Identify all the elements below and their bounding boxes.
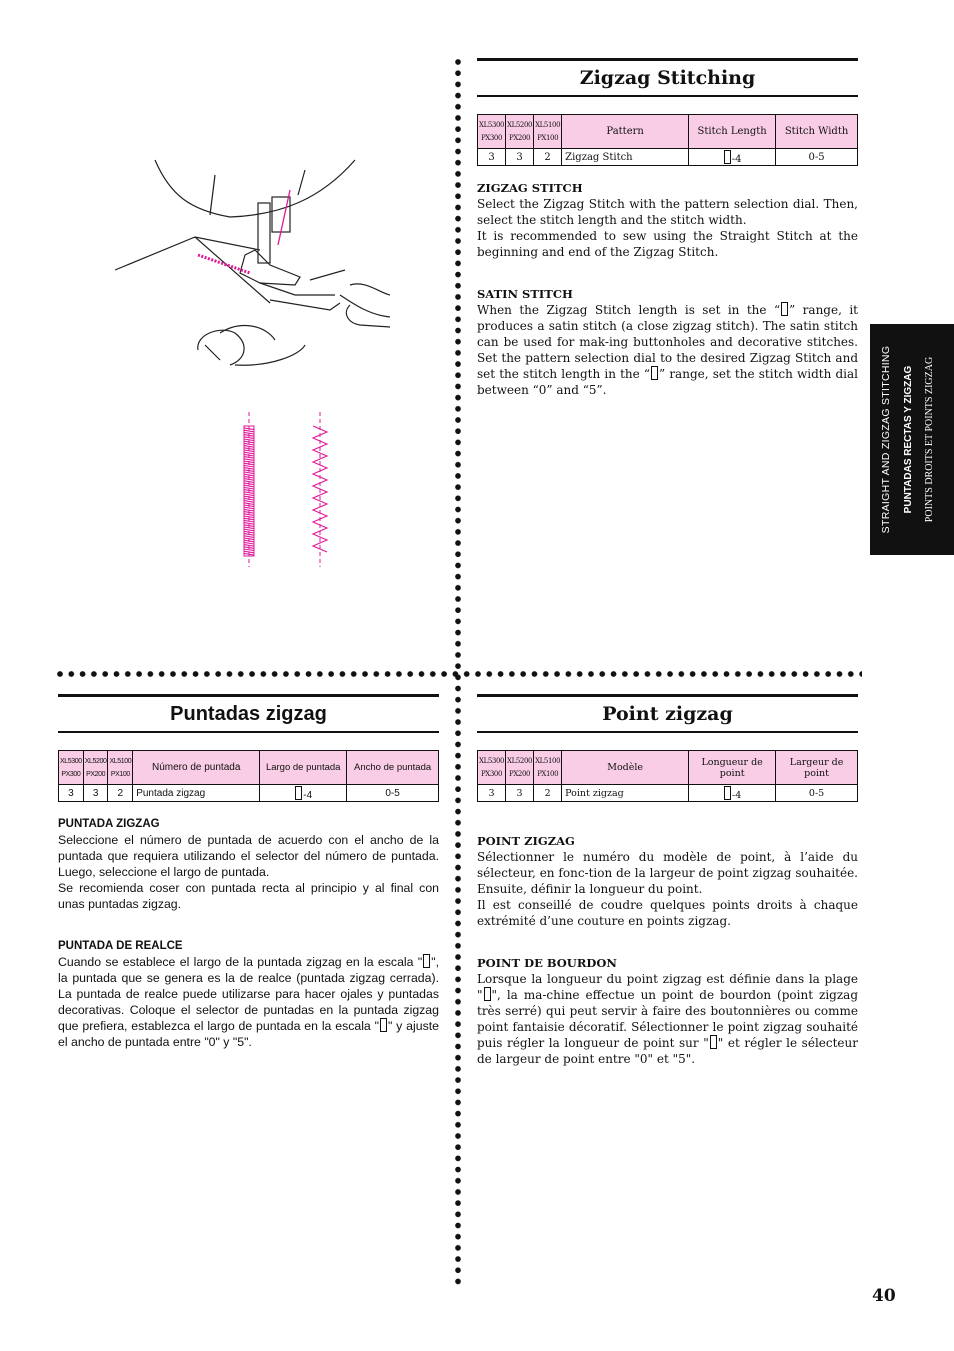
body-text: When the Zigzag Stitch length is set in the “ ” range, it produces a satin stitch (a close zigzag stitch). The satin stitch can be used for mak-ing buttonholes and decorative stitches. Set the pattern selection dial to the desired Zigzag Stitch and set the stitch length in the “ ” range, set the stitch width dial between “0” and “5”. — [477, 303, 859, 397]
stitch-table — [477, 114, 858, 166]
horizontal-dotted-divider — [56, 670, 862, 678]
pattern-header: Pattern — [562, 115, 689, 149]
page-number: 40 — [872, 1286, 896, 1306]
table-cell: 0-5 — [776, 149, 858, 166]
table-cell: -4 — [689, 149, 776, 166]
model-header: XL5300 PX300 — [478, 115, 506, 149]
body-text: Lorsque la longueur du point zigzag est définie dans la plage " ", la ma-chine effectue un point de bourdon (point zigzag très serré) qui peut servir à faire des boutonnières ou comme point fantaisie décoratif. Sélectionner le point zigzag souhaité puis régler la longueur de point sur " " et régler le sélecteur de largeur de point entre "0" et "5". — [477, 972, 858, 1066]
chapter-side-tab — [870, 324, 954, 555]
satin-range-icon — [724, 150, 731, 164]
table-cell: Zigzag Stitch — [562, 149, 689, 166]
tab-line-french: POINTS DROITS ET POINTS ZIGZAG — [924, 356, 935, 523]
table-cell: 3 — [506, 149, 534, 166]
table-cell: 2 — [534, 785, 562, 802]
subheading: PUNTADA ZIGZAG — [58, 818, 160, 830]
spanish-section — [58, 694, 439, 1050]
satin-stitch-line — [244, 459, 254, 461]
tab-line-spanish: PUNTADAS RECTAS Y ZIGZAG — [903, 365, 914, 514]
section-title: Puntadas zigzag — [170, 703, 327, 725]
model-header: XL5200 PX200 — [83, 751, 108, 785]
satin-stitch-line — [244, 507, 254, 509]
model-header: XL5200 PX200 — [506, 115, 534, 149]
satin-stitch-line — [244, 501, 254, 503]
table-cell: 3 — [506, 785, 534, 802]
satin-range-icon — [710, 1035, 717, 1049]
section-title: Zigzag Stitching — [579, 67, 756, 89]
pattern-header: Número de puntada — [133, 751, 260, 785]
model-header: XL5100 PX100 — [534, 751, 562, 785]
satin-stitch-line — [244, 514, 254, 516]
satin-range-icon — [380, 1018, 387, 1032]
model-header: XL5300 PX300 — [59, 751, 84, 785]
satin-range-icon — [781, 302, 788, 316]
satin-stitch-line — [244, 446, 254, 448]
body-text: Seleccione el número de puntada de acuerdo con el ancho de la puntada que requiera utilizando el selector del número de puntada. Luego, seleccione el largo de puntada. Se recomienda coser con puntada recta al principio y al final con unas puntadas zigzag. — [58, 833, 439, 911]
table-cell: 2 — [534, 149, 562, 166]
satin-range-icon — [651, 366, 658, 380]
stitch-table — [477, 750, 858, 802]
table-cell: 3 — [478, 785, 506, 802]
french-section — [477, 694, 858, 1067]
subheading: PUNTADA DE REALCE — [58, 940, 183, 952]
body-text: Select the Zigzag Stitch with the pattern selection dial. Then, select the stitch length and the stitch width. It is recommended to sew using the Straight Stitch at the beginning and end of the Zigzag Stitch. — [477, 197, 858, 259]
table-cell: -4 — [260, 785, 347, 802]
subheading: POINT ZIGZAG — [477, 834, 575, 848]
satin-stitch-line — [244, 487, 254, 489]
satin-stitch-line — [244, 523, 254, 525]
satin-stitch-line — [244, 437, 254, 439]
table-cell: Puntada zigzag — [133, 785, 260, 802]
section-title: Point zigzag — [602, 703, 733, 725]
satin-range-icon — [295, 786, 302, 800]
table-cell: 2 — [108, 785, 133, 802]
english-section — [477, 58, 858, 398]
table-cell: 3 — [478, 149, 506, 166]
length-header: Longueur de point — [689, 751, 776, 785]
model-header: XL5100 PX100 — [108, 751, 133, 785]
table-cell: 0-5 — [776, 785, 858, 802]
stitch-table — [58, 750, 439, 802]
table-cell: 3 — [59, 785, 84, 802]
length-header: Largo de puntada — [260, 751, 347, 785]
length-header: Stitch Length — [689, 115, 776, 149]
table-cell: 0-5 — [347, 785, 439, 802]
sewing-illustration — [110, 155, 400, 370]
subheading: POINT DE BOURDON — [477, 956, 617, 970]
subheading: ZIGZAG STITCH — [477, 181, 583, 195]
subheading: SATIN STITCH — [477, 287, 573, 301]
satin-stitch-line — [244, 536, 254, 538]
satin-stitch-line — [244, 430, 254, 432]
width-header: Stitch Width — [776, 115, 858, 149]
width-header: Ancho de puntada — [347, 751, 439, 785]
model-header: XL5100 PX100 — [534, 115, 562, 149]
satin-stitch-line — [244, 542, 254, 544]
title-rule-bottom — [58, 731, 439, 733]
model-header: XL5300 PX300 — [478, 751, 506, 785]
table-cell: -4 — [689, 785, 776, 802]
width-header: Largeur de point — [776, 751, 858, 785]
body-text: Sélectionner le numéro du modèle de point, à l’aide du sélecteur, en fonc-tion de la largeur de point zigzag souhaitée. Ensuite, définir la longueur du point. Il est conseillé de coudre quelques points droits à chaque extrémité d’une couture en points zigzag. — [477, 850, 858, 928]
satin-stitch-line — [244, 465, 254, 467]
satin-stitch-line — [244, 494, 254, 496]
title-rule-bottom — [477, 731, 858, 733]
stitch-samples — [230, 412, 340, 570]
satin-range-icon — [423, 954, 430, 968]
pattern-header: Modèle — [562, 751, 689, 785]
satin-stitch-line — [244, 549, 254, 551]
satin-range-icon — [724, 786, 731, 800]
satin-stitch-line — [244, 472, 254, 474]
table-cell: Point zigzag — [562, 785, 689, 802]
body-text: Cuando se establece el largo de la puntada zigzag en la escala " ", la puntada que se genera es la de realce (puntada zigzag cerrada). La puntada de realce puede utilizarse para hacer ojales y puntadas decorativas. Coloque el selector de puntadas en la puntada zigzag que prefiera, establezca el largo de puntada en la escala " " y ajuste el ancho de puntada entre "0" y "5". — [58, 955, 439, 1049]
table-cell: 3 — [83, 785, 108, 802]
model-header: XL5200 PX200 — [506, 751, 534, 785]
tab-line-english: STRAIGHT AND ZIGZAG STITCHING — [880, 345, 892, 534]
satin-range-icon — [484, 987, 491, 1001]
satin-stitch-line — [244, 529, 254, 531]
satin-stitch-line — [244, 452, 254, 454]
title-rule-bottom — [477, 95, 858, 97]
